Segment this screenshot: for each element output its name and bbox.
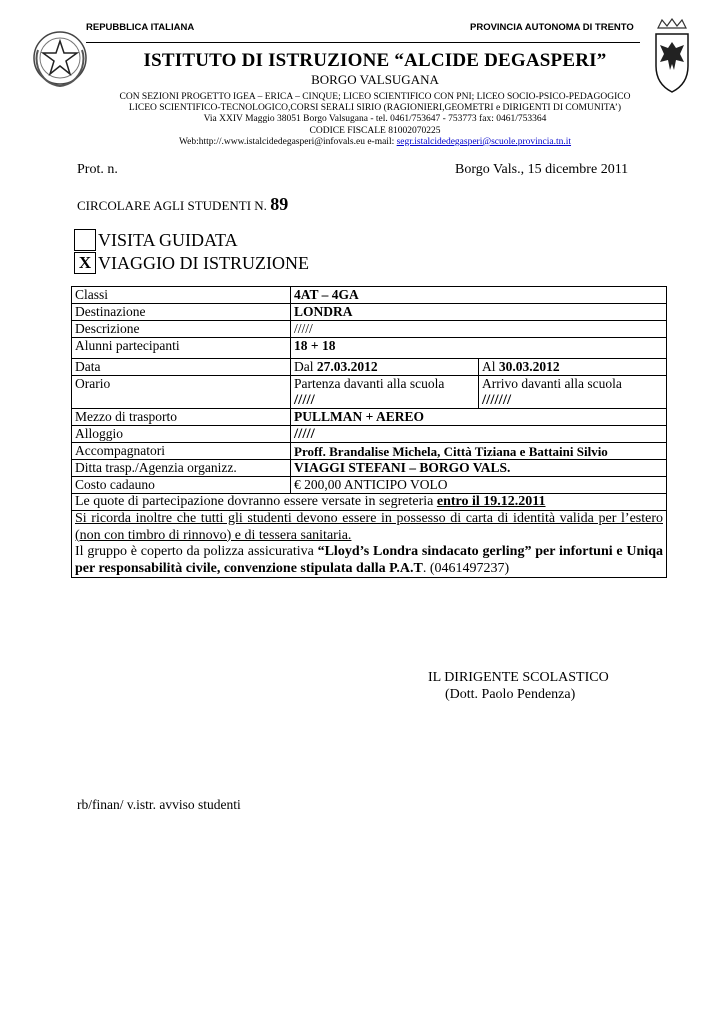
table-row: [72, 287, 667, 304]
insurance-phone: . (0461497237): [422, 560, 510, 576]
insurance-note: [75, 544, 663, 577]
option-checkbox[interactable]: [74, 229, 96, 251]
row-value: VIAGGI STEFANI – BORGO VALS.: [291, 460, 667, 477]
date-from: 27.03.2012: [316, 359, 378, 374]
date-to-cell: [479, 359, 667, 376]
option-label: VISITA GUIDATA: [98, 230, 238, 250]
row-value: € 200,00 ANTICIPO VOLO: [291, 477, 667, 494]
notes-cell: [72, 511, 667, 578]
table-row: [72, 376, 667, 409]
arrival-label: Arrivo davanti alla scuola: [482, 376, 622, 391]
arrival-time: ///////: [482, 392, 512, 408]
row-label: Costo cadauno: [72, 477, 291, 494]
table-row: [72, 426, 667, 443]
circolare-number: 89: [270, 194, 289, 214]
web-text: Web:http://.www.istalcidedegasperi@infovals.eu e-mail:: [178, 136, 397, 147]
school-info: [95, 92, 655, 148]
school-web-line: [95, 137, 655, 148]
signature-role: IL DIRIGENTE SCOLASTICO: [428, 670, 609, 685]
table-row: [72, 409, 667, 426]
row-label: Destinazione: [72, 304, 291, 321]
departure-cell: [291, 376, 479, 409]
row-label: Mezzo di trasporto: [72, 409, 291, 426]
row-value: /////: [291, 426, 667, 443]
date-to-label: Al: [482, 359, 496, 374]
option-checkbox[interactable]: X: [74, 252, 96, 274]
header-divider: [86, 42, 640, 43]
departure-label: Partenza davanti alla scuola: [294, 376, 445, 391]
school-info-line: CODICE FISCALE 81002070225: [309, 125, 441, 136]
school-info-line: LICEO SCIENTIFICO-TECNOLOGICO,CORSI SERALI SIRIO (RAGIONIERI,GEOMETRI e DIRIGENTI DI COMUNITA’): [128, 103, 622, 114]
option-visita-guidata[interactable]: [74, 229, 238, 251]
row-label: Descrizione: [72, 321, 291, 338]
table-row: [72, 494, 667, 511]
circolare-heading: [77, 194, 288, 215]
row-label: Accompagnatori: [72, 443, 291, 460]
row-value: Proff. Brandalise Michela, Città Tiziana e Battaini Silvio: [291, 443, 667, 460]
row-label: Alunni partecipanti: [72, 338, 291, 359]
table-row: [72, 511, 667, 578]
date-from-cell: [291, 359, 479, 376]
table-row: [72, 304, 667, 321]
date-from-label: Dal: [294, 359, 314, 374]
payment-note: [72, 494, 667, 511]
row-label: Ditta trasp./Agenzia organizz.: [72, 460, 291, 477]
payment-deadline: entro il 19.12.2011: [436, 494, 546, 509]
row-value: PULLMAN + AEREO: [291, 409, 667, 426]
table-row: [72, 443, 667, 460]
table-row: [72, 359, 667, 376]
option-label: VIAGGIO DI ISTRUZIONE: [98, 253, 309, 273]
circolare-label: CIRCOLARE AGLI STUDENTI N.: [77, 198, 267, 213]
row-label: Data: [72, 359, 291, 376]
header-province-label: PROVINCIA AUTONOMA DI TRENTO: [470, 22, 634, 33]
row-value: 4AT – 4GA: [291, 287, 667, 304]
row-value: LONDRA: [291, 304, 667, 321]
row-value: /////: [291, 321, 667, 338]
school-info-line: CON SEZIONI PROGETTO IGEA – ERICA – CINQUE; LICEO SCIENTIFICO CON PNI; LICEO SOCIO-PSICO-PEDAGOGICO: [119, 92, 631, 102]
id-document-note: Si ricorda inoltre che tutti gli studenti devono essere in possesso di carta di identità valida per l’estero (non con timbro di rinnovo) e di tessera sanitaria.: [75, 511, 663, 543]
option-viaggio-istruzione[interactable]: [74, 252, 309, 274]
protocol-number: Prot. n.: [77, 162, 118, 177]
departure-time: /////: [294, 392, 315, 408]
table-row: [72, 321, 667, 338]
footer-reference: rb/finan/ v.istr. avviso studenti: [77, 797, 241, 812]
school-town: BORGO VALSUGANA: [311, 72, 439, 87]
table-row: [72, 338, 667, 359]
insurance-policy: “Lloyd’s Londra sindacato gerling” per infortuni e Uniqa per responsabilità civile, convenzione stipulata dalla P.A.T: [75, 544, 663, 576]
header-republic-label: REPUBBLICA ITALIANA: [86, 22, 195, 33]
table-row: [72, 477, 667, 494]
arrival-cell: [479, 376, 667, 409]
trento-eagle-crest-icon: [650, 18, 694, 96]
school-title: ISTITUTO DI ISTRUZIONE “ALCIDE DEGASPERI”: [143, 50, 607, 71]
school-info-line: Via XXIV Maggio 38051 Borgo Valsugana - tel. 0461/753647 - 753773 fax: 0461/753364: [203, 114, 547, 125]
row-label: Classi: [72, 287, 291, 304]
email-link[interactable]: segr.istalcidedegasperi@scuole.provincia.tn.it: [396, 136, 572, 147]
row-label: Alloggio: [72, 426, 291, 443]
row-label: Orario: [72, 376, 291, 409]
trip-details-table: [71, 286, 667, 578]
row-value: 18 + 18: [291, 338, 667, 359]
date-to: 30.03.2012: [498, 359, 560, 374]
table-row: [72, 460, 667, 477]
payment-text: Le quote di partecipazione dovranno essere versate in segreteria: [75, 494, 437, 509]
insurance-text: Il gruppo è coperto da polizza assicurativa: [75, 544, 318, 559]
italian-republic-emblem-icon: [30, 28, 90, 90]
signature-name: (Dott. Paolo Pendenza): [445, 687, 576, 702]
document-date: Borgo Vals., 15 dicembre 2011: [455, 162, 629, 177]
